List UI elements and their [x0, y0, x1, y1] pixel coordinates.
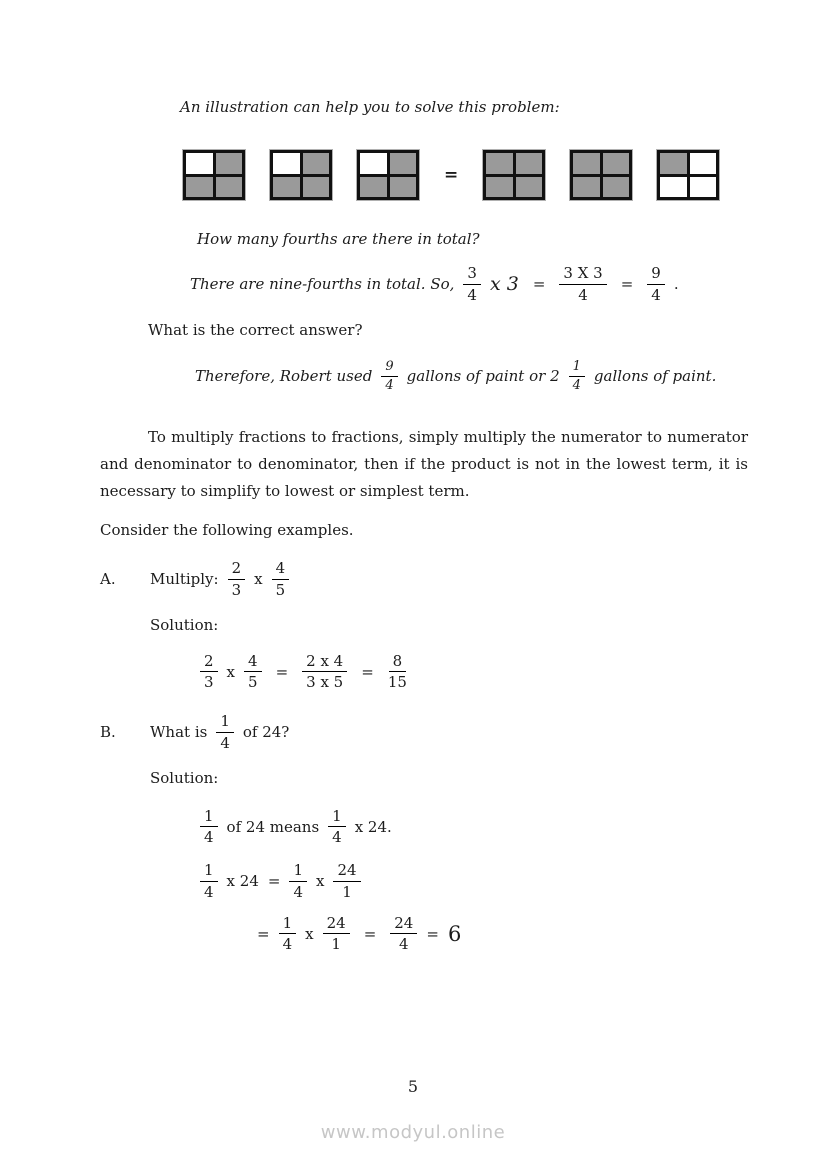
fraction-numerator: 1 [216, 712, 234, 733]
fraction [289, 861, 307, 902]
example-b-equation-line1 [200, 807, 748, 848]
fraction-denominator: 4 [293, 882, 303, 901]
fraction-numerator: 3 [463, 264, 481, 285]
fraction-denominator: 1 [331, 935, 341, 954]
fraction-denominator: 4 [578, 285, 588, 304]
fraction [323, 914, 350, 955]
fraction-grid [657, 150, 719, 200]
correct-answer-question: What is the correct answer? [148, 320, 363, 339]
fraction [381, 359, 397, 395]
fraction-numerator: 1 [279, 914, 297, 935]
fraction [559, 264, 606, 305]
math-text: . [673, 275, 679, 294]
fraction-denominator: 4 [572, 377, 581, 393]
example-b-row [100, 712, 748, 753]
fraction-grids-illustration [183, 150, 748, 200]
shaded-cell [360, 177, 387, 198]
example-b-prompt [150, 712, 289, 753]
math-text: of 24 means [226, 817, 320, 836]
shaded-cell [390, 177, 417, 198]
fraction [200, 652, 218, 693]
math-text: x [305, 924, 314, 943]
empty-cell [690, 177, 717, 198]
intro-note: An illustration can help you to solve this problem: [180, 98, 560, 116]
example-b-solution-label: Solution: [150, 768, 219, 787]
shaded-cell [186, 177, 213, 198]
fraction-numerator: 24 [333, 861, 360, 882]
fraction [388, 652, 407, 693]
empty-cell [186, 153, 213, 174]
page-number: 5 [407, 1077, 419, 1096]
shaded-cell [573, 177, 600, 198]
watermark: www.modyul.online [320, 1122, 506, 1143]
math-text: Therefore, Robert used [195, 367, 373, 386]
math-text: x 3 [489, 273, 519, 296]
empty-cell [690, 153, 717, 174]
shaded-cell [603, 153, 630, 174]
fraction [333, 861, 360, 902]
math-text: 6 [447, 921, 462, 946]
shaded-cell [486, 153, 513, 174]
fraction-grid [357, 150, 419, 200]
shaded-cell [390, 153, 417, 174]
fraction-numerator: 1 [569, 359, 585, 377]
shaded-cell [660, 153, 687, 174]
example-a-row [100, 559, 748, 600]
fraction [302, 652, 347, 693]
fraction-numerator: 1 [200, 861, 218, 882]
fraction-numerator: 3 X 3 [559, 264, 606, 285]
fraction [647, 264, 665, 305]
math-text: x 24 [226, 872, 259, 891]
fraction [272, 559, 290, 600]
shaded-cell [486, 177, 513, 198]
paragraph-line: To multiply fractions to fractions, simply multiply the numerator to numerator [148, 428, 748, 446]
fraction-denominator: 3 [204, 673, 214, 692]
example-a-solution-label: Solution: [150, 615, 219, 634]
fraction [216, 712, 234, 753]
shaded-cell [603, 177, 630, 198]
fraction-denominator: 3 [231, 580, 242, 599]
consider-examples-line: Consider the following examples. [100, 521, 354, 539]
fraction-denominator: 4 [651, 285, 661, 304]
fraction-numerator: 9 [381, 359, 397, 377]
fraction-numerator: 9 [647, 264, 665, 285]
empty-cell [360, 153, 387, 174]
fraction-numerator: 2 x 4 [302, 652, 347, 673]
fraction-denominator: 4 [399, 935, 409, 954]
math-text: = [532, 275, 546, 294]
conclusion-statement [195, 359, 748, 395]
paragraph-line: and denominator to denominator, then if the product is not in the lowest term, it is [100, 455, 748, 473]
fraction [328, 807, 346, 848]
example-a-prompt [150, 559, 289, 600]
empty-cell [273, 153, 300, 174]
shaded-cell [303, 153, 330, 174]
fraction-numerator: 4 [272, 559, 290, 580]
fraction [244, 652, 262, 693]
fraction-numerator: 8 [389, 652, 407, 673]
example-b-label: B. [100, 723, 116, 742]
fraction-denominator: 4 [204, 828, 214, 847]
shaded-cell [516, 153, 543, 174]
fraction [463, 264, 481, 305]
fraction-denominator: 4 [332, 828, 342, 847]
math-text: = [620, 275, 634, 294]
fraction-denominator: 5 [275, 580, 286, 599]
example-a-label: A. [100, 570, 116, 589]
math-text: x [254, 570, 263, 589]
fraction-numerator: 2 [200, 652, 218, 673]
fraction-grid [183, 150, 245, 200]
math-text: Multiply: [150, 570, 219, 589]
example-b-equation-line2 [200, 861, 748, 902]
fraction-denominator: 4 [467, 285, 477, 304]
fraction-denominator: 4 [220, 733, 230, 752]
fraction-numerator: 24 [390, 914, 417, 935]
body-paragraph [100, 424, 748, 505]
math-text: gallons of paint. [593, 367, 717, 386]
paragraph-line: necessary to simplify to lowest or simplest term. [100, 482, 470, 500]
shaded-cell [516, 177, 543, 198]
fraction-denominator: 1 [342, 882, 352, 901]
equals-sign: = [444, 165, 459, 185]
math-text: x 24. [354, 817, 392, 836]
fraction-numerator: 2 [228, 559, 246, 580]
math-text: = [267, 872, 281, 891]
fraction-numerator: 1 [289, 861, 307, 882]
math-text: = [361, 662, 374, 681]
nine-fourths-equation [190, 264, 748, 305]
fraction-denominator: 5 [248, 673, 258, 692]
math-text: = [275, 662, 289, 681]
fraction-numerator: 1 [328, 807, 346, 828]
fraction-numerator: 4 [244, 652, 262, 673]
shaded-cell [216, 177, 243, 198]
fraction [200, 807, 218, 848]
fraction-numerator: 24 [323, 914, 350, 935]
example-b-equation-line3 [257, 914, 748, 955]
fraction-grid [570, 150, 632, 200]
math-text: of 24? [242, 723, 290, 742]
fraction-denominator: 15 [387, 673, 407, 692]
shaded-cell [273, 177, 300, 198]
fourths-question: How many fourths are there in total? [197, 230, 480, 248]
fraction-grid [483, 150, 545, 200]
fraction [200, 861, 218, 902]
math-text: x [226, 662, 236, 681]
fraction [569, 359, 585, 395]
fraction [390, 914, 417, 955]
fraction-grid [270, 150, 332, 200]
fraction-denominator: 4 [385, 377, 394, 393]
math-text: = [257, 924, 270, 943]
shaded-cell [303, 177, 330, 198]
fraction-denominator: 4 [282, 935, 293, 954]
math-text: What is [150, 723, 208, 742]
math-text: There are nine-fourths in total. So, [190, 275, 455, 294]
math-text: = [363, 924, 377, 943]
fraction [228, 559, 246, 600]
fraction-numerator: 1 [200, 807, 218, 828]
math-text: = [426, 924, 439, 943]
shaded-cell [216, 153, 243, 174]
fraction-denominator: 3 x 5 [306, 673, 344, 692]
math-text: gallons of paint or 2 [406, 367, 560, 386]
math-text: x [316, 872, 325, 891]
fraction [279, 914, 297, 955]
shaded-cell [573, 153, 600, 174]
fraction-denominator: 4 [204, 882, 214, 901]
empty-cell [660, 177, 687, 198]
example-a-equation [200, 652, 748, 693]
